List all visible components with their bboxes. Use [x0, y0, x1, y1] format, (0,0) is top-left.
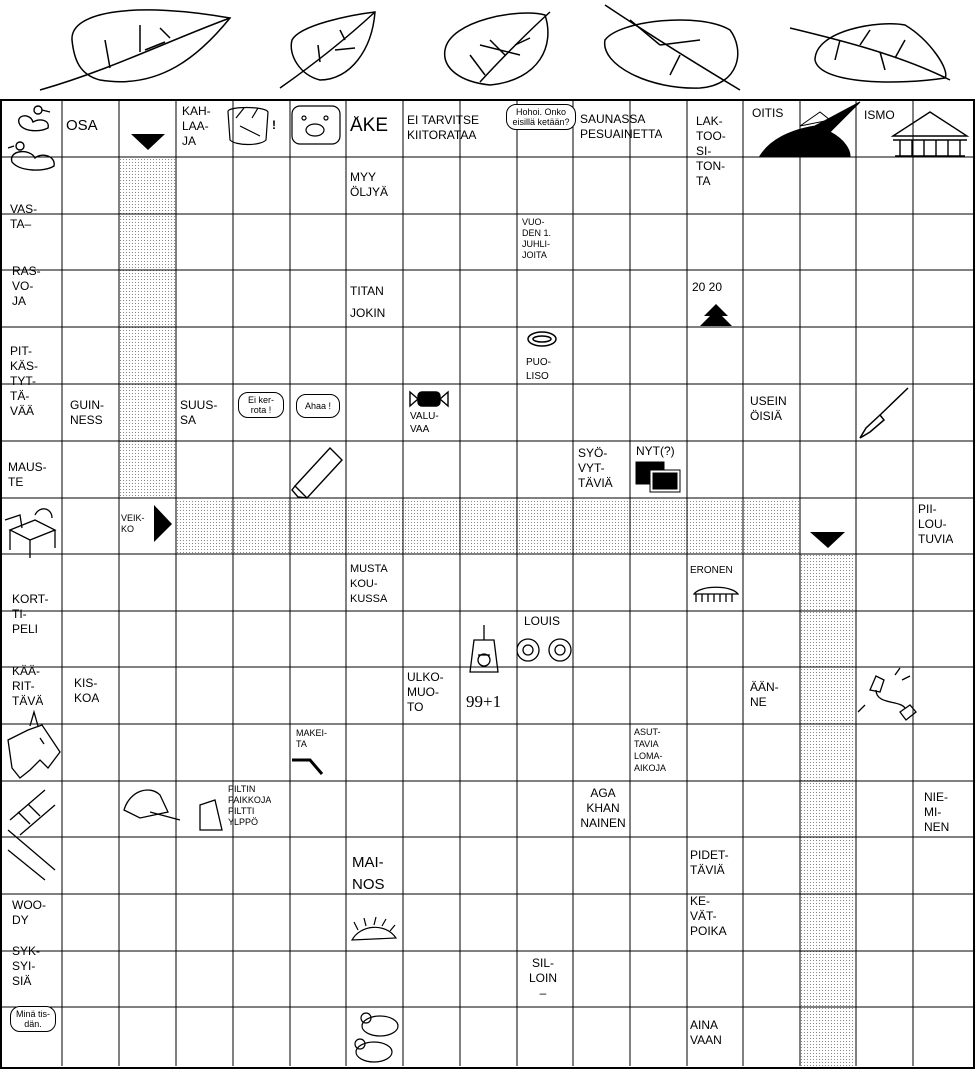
clue-kahlaaja: KAH- LAA- JA [182, 104, 211, 148]
clue-woody: WOO- DY [12, 898, 46, 927]
cable-icon [858, 668, 916, 720]
clue-makeita: MAKEI- TA [296, 728, 328, 749]
clue-ulkomuoto: ULKO- MUO- TO [407, 670, 444, 714]
clue-kaarittava: KÄÄ- RIT- TÄVÄ [12, 664, 44, 708]
crossword-grid [0, 99, 976, 1071]
arrow-right-icon [154, 505, 172, 542]
clue-louis: LOUIS [524, 614, 561, 628]
clue-musta: MUSTA KOU- KUSSA [350, 563, 388, 605]
clue-guinness: GUIN- NESS [70, 398, 104, 427]
clue-syo: SYÖ- VYT- TÄVIÄ [578, 446, 613, 490]
clue-asuttavia: ASUT- TAVIA LOMA- AIKOJA [634, 727, 667, 773]
pig-icon [292, 106, 340, 144]
clue-aga-khan: AGA KHAN NAINEN [580, 786, 626, 830]
furniture-icon [5, 509, 55, 558]
clue-year: 20 20 [692, 280, 723, 294]
photo-icon [636, 462, 680, 492]
wolf-icon [8, 712, 60, 778]
clue-silloin: SIL- LOIN – [528, 956, 557, 1000]
pipe-icon [292, 760, 322, 774]
temple-icon [893, 112, 967, 156]
hedgehog-icon [352, 917, 396, 940]
leaf-icon [445, 12, 550, 85]
clue-mauste: MAUS- TE [8, 460, 47, 489]
clue-kevatpoika: KE- VÄT- POIKA [690, 894, 727, 938]
clue-ismo: ISMO [864, 108, 895, 122]
ladder-icon [8, 790, 55, 880]
brush-icon [694, 587, 738, 602]
clue-vuoden: VUO- DEN 1. JUHLI- JOITA [522, 217, 552, 260]
pencil-icon [292, 448, 342, 498]
clue-valuvaa: VALU- VAA [410, 411, 439, 435]
clue-aina-vaan: AINA VAAN [690, 1018, 722, 1047]
clue-aane: ÄÄN- NE [750, 680, 779, 709]
leaf-icon [40, 10, 230, 90]
duck-icon [8, 106, 54, 170]
clue-eronen: ERONEN [690, 565, 733, 576]
clue-kiskoa: KIS- KOA [74, 676, 100, 705]
candy-icon [410, 392, 448, 406]
clue-laktoositonta: LAK- TOO- SI- TON- TA [696, 114, 726, 188]
clue-rasvoja: RAS- VO- JA [12, 264, 41, 308]
header-leaves [0, 0, 976, 96]
clue-nieminen: NIE- MI- NEN [924, 790, 950, 834]
screwdriver-icon [860, 388, 908, 438]
clue-piltin: PILTIN PAIKKOJA PILTTI YLPPÖ [228, 784, 272, 827]
clue-oitis: OITIS [752, 106, 784, 120]
clue-osa: OSA [66, 117, 98, 134]
clue-suussa: SUUS- SA [180, 398, 218, 427]
clue-pidettavia: PIDET- TÄVIÄ [690, 848, 729, 877]
clue-piiloutuvia: PII- LOU- TUVIA [918, 502, 954, 546]
clue-syksyisia: SYK- SYI- SIÄ [12, 944, 41, 988]
clue-nyt: NYT(?) [636, 444, 675, 458]
clue-mainos: MAI- NOS [352, 854, 385, 893]
arrow-down-icon [810, 532, 845, 548]
clue-vasta: VAS- TA– [10, 202, 38, 231]
leaf-icon [605, 5, 740, 90]
clue-99-plus-1: 99+1 [466, 694, 502, 709]
birds-icon [355, 1013, 398, 1062]
clue-saunassa: SAUNASSA PESUAINETTA [580, 112, 663, 141]
lamp-icon [470, 625, 498, 672]
ring-icon [528, 332, 556, 346]
clue-myy-oljya: MYY ÖLJYÄ [350, 170, 389, 199]
wheels-icon [517, 639, 571, 661]
clue-ake: ÅKE [350, 116, 389, 135]
shaded-cells [120, 158, 855, 1066]
donkey-icon [228, 108, 268, 145]
clue-titan: TITAN JOKIN [350, 284, 386, 320]
exclaim-mark: ! [272, 118, 276, 132]
speech-bubble-hohoi: Hohoi. Onko eisillä ketään? [506, 104, 576, 130]
clue-ei-tarvitse: EI TARVITSE KIITORATAA [407, 113, 480, 142]
leaf-icon [790, 24, 950, 82]
arrow-down-icon [131, 134, 165, 150]
speech-bubble-mina: Minä tis- dän. [10, 1006, 56, 1032]
clue-usein-oisia: USEIN ÖISIÄ [750, 394, 787, 423]
tree-icon [700, 304, 732, 326]
clue-pitkastyttavaa: PIT- KÄS- TYT- TÄ- VÄÄ [10, 344, 39, 418]
clue-veikko: VEIK- KO [121, 513, 145, 534]
speech-bubble-ahaa: Ahaa ! [296, 394, 340, 418]
baby-icon [124, 790, 222, 830]
leaf-icon [280, 12, 375, 88]
speech-bubble-ei-kerrota: Ei ker- rota ! [238, 392, 284, 418]
clue-puoliso: PUO- LISO [526, 357, 551, 382]
clue-korttipeli: KORT- TI- PELI [12, 592, 49, 636]
